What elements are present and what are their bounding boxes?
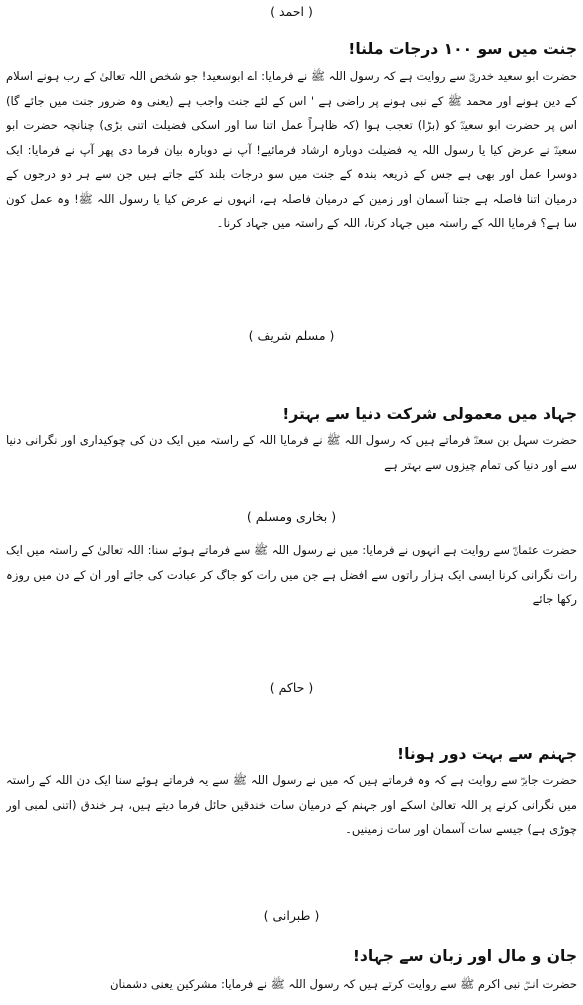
heading-jihad-shirkat: جہاد میں معمولی شرکت دنیا سے بہتر! bbox=[282, 405, 577, 423]
paragraph-jabir: حضرت جابرؓ سے روایت ہے کہ وہ فرماتے ہیں کہ میں نے رسول اللہ ﷺ سے یہ فرماتے ہوئے سنا ایک دن اللہ کے راستہ میں نگرانی کرنے پر اللہ تعالیٰ اسکے اور جہنم کے درمیان سات خندقیں حائل فرما دیتے ہیں، ہر خندق (اتنی لمبی اور چوڑی ہے) جیسے سات آسمان اور سات زمینیں۔ bbox=[6, 773, 577, 836]
paragraph-abu-saeed: حضرت ابو سعید خدریؓ سے روایت ہے کہ رسول اللہ ﷺ نے فرمایا: اے ابوسعید! جو شخص اللہ تعالیٰ کے رب ہونے اسلام کے دین ہونے اور محمد ﷺ کے نبی ہونے پر راضی ہے ' اس کے لئے جنت واجب ہے (یعنی وہ ضرور جنت میں جائے گا) اس پر حضرت ابو سعیدؓ کو (بڑا) تعجب ہوا (کہ ظاہراً عمل اتنا سا اور اسکی فضیلت اتنی بڑی) چنانچہ حضرت ابو سعیدؓ نے عرض کیا یا رسول اللہ یہ فضیلت دوبارہ ارشاد فرمائیے! آپ نے دوبارہ بیان فرما دی پھر آپ نے فرمایا: ایک دوسرا عمل اور بھی ہے جس کے ذریعہ بندہ کے جنت میں سو درجات بلند کئے جاتے ہیں جن سے ہر دو درجوں کے درمیان اتنا فاصلہ ہے جتنا آسمان اور زمین کے درمیان فاصلہ ہے، انہوں نے عرض کیا یا رسول اللہ ﷺ! وہ عمل کون سا ہے؟ فرمایا اللہ کے راستہ میں جہاد کرنا، اللہ کے راستہ میں جہاد کرنا۔ bbox=[6, 69, 577, 230]
reference-bukhari-muslim: ( بخاری ومسلم ) bbox=[246, 509, 337, 524]
reference-muslim: ( مسلم شریف ) bbox=[248, 328, 335, 343]
heading-jannat-darajat: جنت میں سو ۱۰۰ درجات ملنا! bbox=[348, 40, 577, 58]
paragraph-usman: حضرت عثمانؓ سے روایت ہے انہوں نے فرمایا: میں نے رسول اللہ ﷺ سے فرماتے ہوئے سنا: اللہ تعالیٰ کے راستہ میں ایک رات نگرانی کرنا ایسی ایک ہزار راتوں سے افضل ہے جن میں رات کو جاگ کر عبادت کی جائے اور ان کے دن میں روزہ رکھا جائے bbox=[6, 543, 577, 606]
paragraph-anas: حضرت انسؓ نبی اکرم ﷺ سے روایت کرتے ہیں کہ رسول اللہ ﷺ نے فرمایا: مشرکین یعنی دشمنان bbox=[110, 977, 577, 991]
heading-jahannam-door: جہنم سے بہت دور ہونا! bbox=[397, 745, 577, 763]
reference-ahmad: ( احمد ) bbox=[270, 4, 313, 19]
reference-tabrani: ( طبرانی ) bbox=[263, 908, 320, 923]
paragraph-sahl-bin-saad: حضرت سہل بن سعدؓ فرماتے ہیں کہ رسول اللہ ﷺ نے فرمایا اللہ کے راستہ میں ایک دن کی چوکیداری اور نگرانی دنیا سے اور دنیا کی تمام چیزوں سے بہتر ہے bbox=[6, 433, 577, 472]
heading-jaan-maal-zaban: جان و مال اور زبان سے جہاد! bbox=[352, 947, 577, 965]
reference-hakim: ( حاکم ) bbox=[269, 680, 314, 695]
